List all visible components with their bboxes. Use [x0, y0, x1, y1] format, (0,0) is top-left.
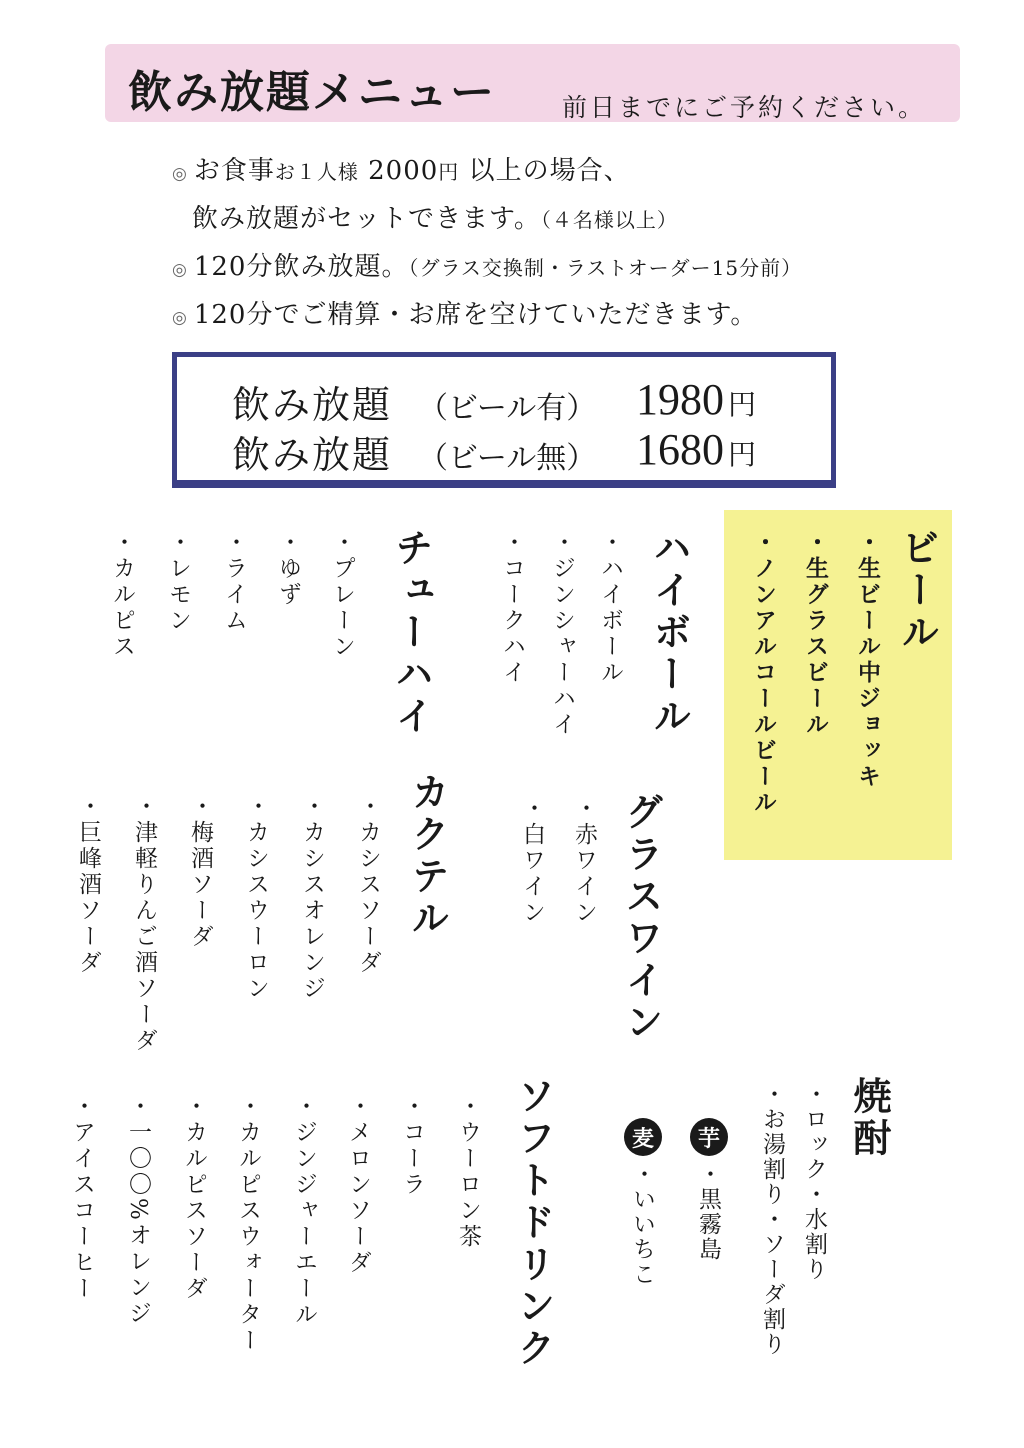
price-value: 1980 — [636, 375, 724, 424]
highball-item: ・ ジンシャーハイ — [550, 530, 573, 738]
chuhai-item: ・ プレーン — [330, 530, 353, 660]
soft-drink-item: ・ アイスコーヒー — [70, 1094, 93, 1302]
beer-item: ・ ノンアルコールビール — [752, 530, 775, 816]
chuhai-item: ・ ライム — [222, 530, 245, 634]
wine-heading: グラスワイン — [619, 792, 663, 1044]
cocktail-item: ・ カシスウーロン — [244, 794, 267, 1002]
highball-item: ・ ハイボール — [598, 530, 621, 686]
soft-drink-heading: ソフトドリンク — [511, 1076, 555, 1370]
note-4: ◎ 120分でご精算・お席を空けていただきます。 — [172, 300, 758, 330]
note-3: ◎ 120分飲み放題。（グラス交換制・ラストオーダー15分前） — [172, 252, 803, 282]
double-circle-icon: ◎ — [172, 308, 188, 328]
cocktail-item: ・ カシスソーダ — [356, 794, 379, 976]
price-value: 1680 — [636, 425, 724, 474]
shochu-style: ・ ロック・水割り — [802, 1082, 825, 1282]
soft-drink-item: ・ 一〇〇%オレンジ — [126, 1094, 149, 1327]
note-2: 飲み放題がセットできます。（４名様以上） — [192, 204, 678, 234]
beer-heading: ビール — [895, 528, 939, 654]
highball-item: ・ コークハイ — [500, 530, 523, 686]
shochu-style: ・ お湯割り・ソーダ割り — [760, 1082, 783, 1357]
soft-drink-item: ・ カルピスソーダ — [182, 1094, 205, 1302]
wine-item: ・ 白ワイン — [520, 796, 543, 926]
shochu-mugi-name: ・ いいちこ — [630, 1162, 653, 1287]
soft-drink-item: ・ ジンジャーエール — [292, 1094, 315, 1328]
price-row-without-beer: 飲み放題 （ビール無） 1680 円 — [232, 425, 757, 477]
soft-drink-item: ・ コーラ — [400, 1094, 423, 1198]
mugi-mark-icon: 麦 — [624, 1118, 662, 1156]
double-circle-icon: ◎ — [172, 164, 188, 184]
cocktail-heading: カクテル — [405, 772, 449, 940]
imo-mark-icon: 芋 — [690, 1118, 728, 1156]
cocktail-item: ・ 梅酒ソーダ — [188, 794, 211, 950]
soft-drink-item: ・ ウーロン茶 — [456, 1094, 479, 1250]
soft-drink-item: ・ カルピスウォーター — [236, 1094, 259, 1354]
price-row-with-beer: 飲み放題 （ビール有） 1980 円 — [232, 375, 757, 427]
chuhai-item: ・ カルピス — [110, 530, 133, 660]
page-title: 飲み放題メニュー — [128, 67, 496, 118]
soft-drink-item: ・ メロンソーダ — [346, 1094, 369, 1276]
shochu-imo-name: ・ 黒霧島 — [696, 1162, 719, 1262]
chuhai-heading: チューハイ — [389, 528, 433, 738]
note-1: ◎ お食事お１人様 2000円 以上の場合、 — [172, 156, 631, 186]
cocktail-item: ・ カシスオレンジ — [300, 794, 323, 1002]
wine-item: ・ 赤ワイン — [572, 796, 595, 926]
double-circle-icon: ◎ — [172, 260, 188, 280]
chuhai-item: ・ レモン — [166, 530, 189, 634]
cocktail-item: ・ 巨峰酒ソーダ — [76, 794, 99, 976]
beer-item: ・ 生ビール中ジョッキ — [856, 530, 879, 790]
chuhai-item: ・ ゆず — [276, 530, 299, 608]
beer-item: ・ 生グラスビール — [804, 530, 827, 738]
shochu-heading: 焼酎 — [847, 1076, 891, 1160]
cocktail-item: ・ 津軽りんご酒ソーダ — [132, 794, 155, 1054]
highball-heading: ハイボール — [647, 528, 691, 738]
reservation-note: 前日までにご予約ください。 — [562, 93, 927, 122]
